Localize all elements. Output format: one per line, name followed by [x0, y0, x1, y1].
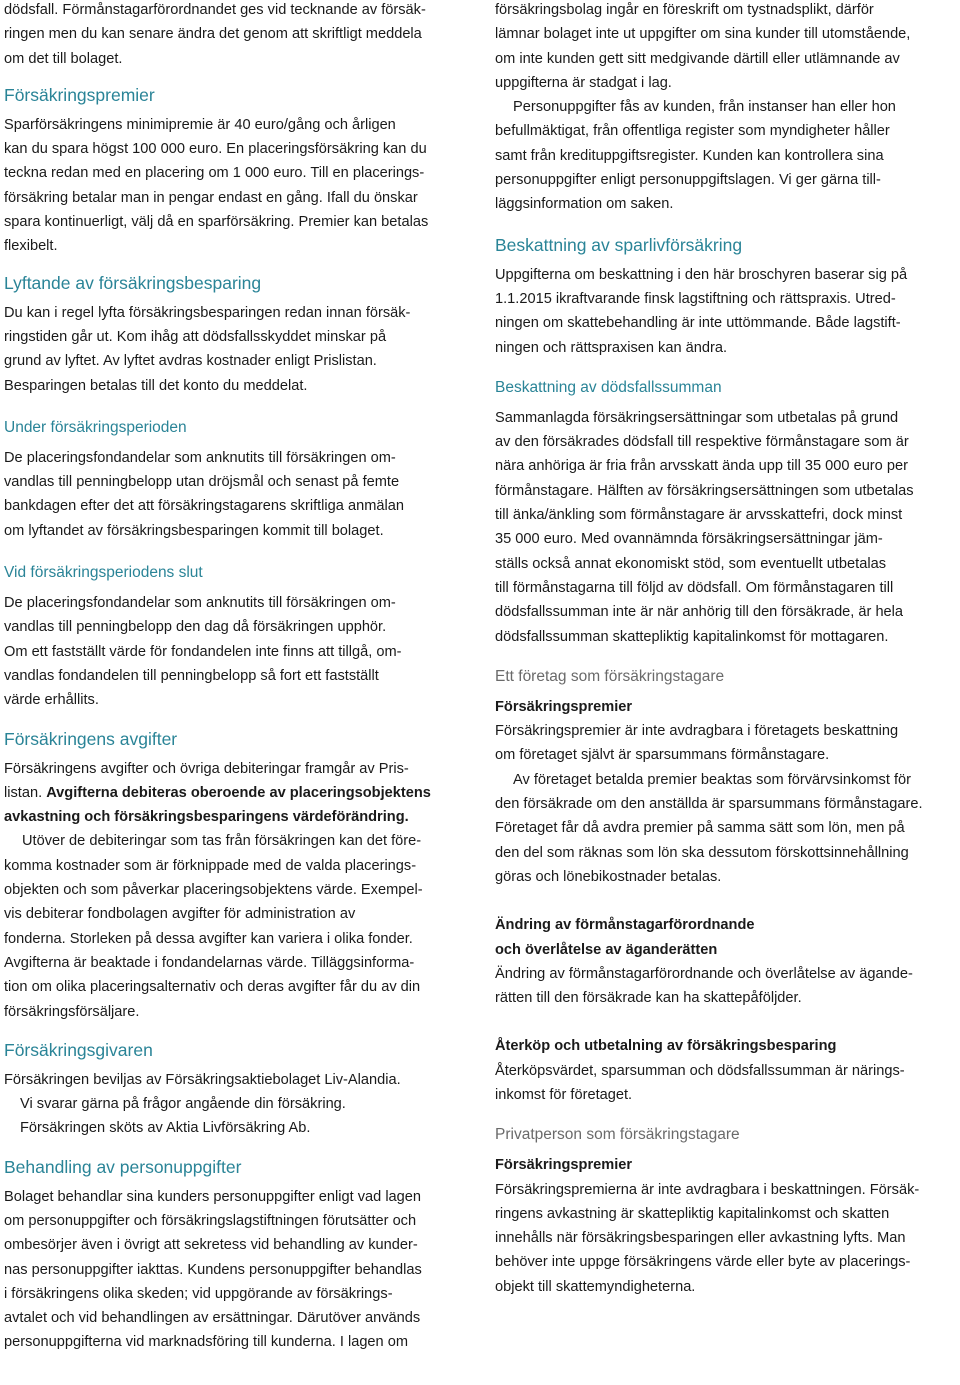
intro-paragraph: dödsfall. Förmånstagarförordnandet ges vid tecknande av försäk- ringen men du kan senare ändra det genom att skriftligt meddela om det till bolaget. — [4, 2, 426, 67]
givaren-line-2: Vi svarar gärna på frågor angående din försäkring. — [20, 1096, 346, 1113]
lyftande-paragraph: Du kan i regel lyfta försäkringsbesparingen redan innan försäk- ringstiden går ut. Kom ihåg att dödsfallsskyddet minskar på grund av lyftet. Av lyftet avdras kostnader enligt Prislistan. Besparingen betalas till det konto du meddelat. — [4, 304, 411, 394]
avgifter-paragraph-2: Utöver de debiteringar som tas från försäkringen kan det före- komma kostnader som är förknippade med de valda placerings- objekten och som påverkar placeringsobjektens värde. Exempel- vis debiterar fondbolagen avgifter för administration av fonderna. Storleken på dessa avgifter kan variera i olika fonder. Avgifterna är beaktade i fondandelarnas värde. Tilläggsinforma- tion om olika placeringsalternativ och deras avgifter får du av din försäkringsförsäljare. — [4, 833, 423, 1020]
heading-foretag: Ett företag som försäkringstagare — [495, 667, 725, 685]
andring-subheading: Ändring av förmånstagarförordnande och överlåtelse av äganderätten — [495, 917, 755, 958]
heading-periodens-slut: Vid försäkringsperiodens slut — [4, 564, 203, 582]
privatperson-paragraph: Försäkringspremierna är inte avdragbara i beskattningen. Försäk- ringens avkastning är skattepliktig kapitalinkomst och skatten innehålls när försäkringsbesparingen eller avkastning lyfts. Man behöver inte uppge försäkringens värde eller byte av placerings- objekt till skattemyndigheterna. — [495, 1181, 920, 1295]
personuppgifter-kalla-paragraph: Personuppgifter fås av kunden, från instanser han eller hon befullmäktigat, från offentliga register som myndigheter håller samt från kredituppgiftsregister. Kunden kan kontrollera sina personuppgifter enligt personuppgiftslagen. Vi ger gärna till- läggsinformation om saken. — [495, 99, 896, 213]
heading-privatperson: Privatperson som försäkringstagare — [495, 1126, 740, 1144]
periodens-slut-paragraph: De placeringsfondandelar som anknutits till försäkringen om- vandlas till penningbelopp den dag då försäkringen upphör. Om ett fastställt värde för fondandelen inte finns att tillgå, om- vandlas fondandelen till penningbelopp så fort ett fastställt värde erhållits. — [4, 595, 402, 709]
foretag-subheading: Försäkringspremier — [495, 698, 633, 715]
heading-avgifter: Försäkringens avgifter — [4, 728, 178, 749]
left-column — [4, 0, 470, 1355]
avgifter-paragraph-1 — [4, 757, 470, 830]
foretag-paragraph-1: Försäkringspremier är inte avdragbara i företagets beskattning om företaget självt är sparsummans förmånstagare. — [495, 723, 899, 764]
under-perioden-paragraph: De placeringsfondandelar som anknutits till försäkringen om- vandlas till penningbelopp utan dröjsmål och senast på femte bankdagen efter det att försäkringstagarens skriftliga anmälan om lyftandet av försäkringsbesparingen kommit till bolaget. — [4, 449, 404, 539]
privatperson-subheading: Försäkringspremier — [495, 1157, 633, 1174]
beskattning-dodsfall-paragraph: Sammanlagda försäkringsersättningar som utbetalas på grund av den försäkrades dödsfall till respektive förmånstagare som är nära anhöriga är fria från arvsskatt ända upp till 35 000 euro per förmånstagare. Hälften av försäkringsersättningen som utbetalas till änka/änkling som förmånstagare är arvsskattefri, dock minst 35 000 euro. Med ovannämnda försäkringsersättningar jäm- ställs också annat ekonomiskt stöd, som eventuellt utbetalas till förmånstagarna till följd av dödsfall. Om förmånstagaren till dödsfallssumman inte är när anhörig till den försäkrade, är hela dödsfallssumman skattepliktig kapitalinkomst för mottagaren. — [495, 409, 914, 645]
avgifter-text: Försäkringens avgifter och övriga debiteringar framgår av Pris- listan. — [4, 760, 409, 801]
tystnadsplikt-paragraph: försäkringsbolag ingår en föreskrift om tystnadsplikt, därför lämnar bolaget inte ut uppgifter om sina kunder till utomstående, om inte kunden gett sitt medgivande därtill eller utlämnande av uppgifterna är stadgat i lag. — [495, 2, 911, 91]
foretag-paragraph-2: Av företaget betalda premier beaktas som förvärvsinkomst för den försäkrade om den anställda är sparsummans förmånstagare. Företaget får då avdra premier på samma sätt som lön, men på den del som räknas som lön ska dessutom förskottsinnehållning göras och lönebikostnader betalas. — [495, 771, 923, 885]
heading-premier: Försäkringspremier — [4, 84, 155, 105]
heading-lyftande: Lyftande av försäkringsbesparing — [4, 272, 262, 293]
aterkop-subheading: Återköp och utbetalning av försäkringsbesparing — [495, 1038, 837, 1055]
givaren-line-1: Försäkringen beviljas av Försäkringsaktiebolaget Liv-Alandia. — [4, 1071, 401, 1088]
heading-under-perioden: Under försäkringsperioden — [4, 418, 187, 436]
givaren-line-3: Försäkringen sköts av Aktia Livförsäkring Ab. — [20, 1120, 311, 1137]
beskattning-sparliv-paragraph: Uppgifterna om beskattning i den här broschyren baserar sig på 1.1.2015 ikraftvarande finsk lagstiftning och rättspraxis. Utred- ningen om skattebehandling är inte uttömmande. Både lagstift- ningen och rättspraxisen kan ändra. — [495, 266, 908, 356]
premier-paragraph: Sparförsäkringens minimipremie är 40 euro/gång och årligen kan du spara högst 100 000 euro. En placeringsförsäkring kan du teckna redan med en placering om 1 000 euro. Till en placerings- försäkring betalar man in pengar endast en gång. Ifall du önskar spara kontinuerligt, välj då en sparförsäkring. Premier kan betalas flexibelt. — [4, 116, 429, 255]
aterkop-paragraph: Återköpsvärdet, sparsumman och dödsfallssumman är närings- inkomst för företaget. — [495, 1062, 905, 1103]
heading-forsakringsgivaren: Försäkringsgivaren — [4, 1039, 153, 1060]
heading-beskattning-sparliv: Beskattning av sparlivförsäkring — [495, 234, 743, 255]
right-column — [495, 0, 957, 1299]
personuppgifter-paragraph: Bolaget behandlar sina kunders personuppgifter enligt vad lagen om personuppgifter och försäkringslagstiftningen förutsätter och ombesörjer även i övrigt att sekretess vid behandling av kunder- nas personuppgifter iakttas. Kundens personuppgifter behandlas i försäkringens olika skeden; vid uppgörande av försäkrings- avtalet och vid behandlingen av ersättningar. Därutöver används personuppgifterna vid marknadsföring till kunderna. I lagen om — [4, 1188, 422, 1351]
andring-paragraph: Ändring av förmånstagarförordnande och överlåtelse av ägande- rätten till den försäkrade kan ha skattepåföljder. — [495, 965, 913, 1007]
avgifter-emphasis: Avgifterna debiteras oberoende av placeringsobjektens avkastning och försäkringsbesparingens värdeförändring. — [4, 784, 431, 826]
heading-beskattning-dodsfall: Beskattning av dödsfallssumman — [495, 378, 722, 396]
heading-personuppgifter: Behandling av personuppgifter — [4, 1156, 242, 1177]
